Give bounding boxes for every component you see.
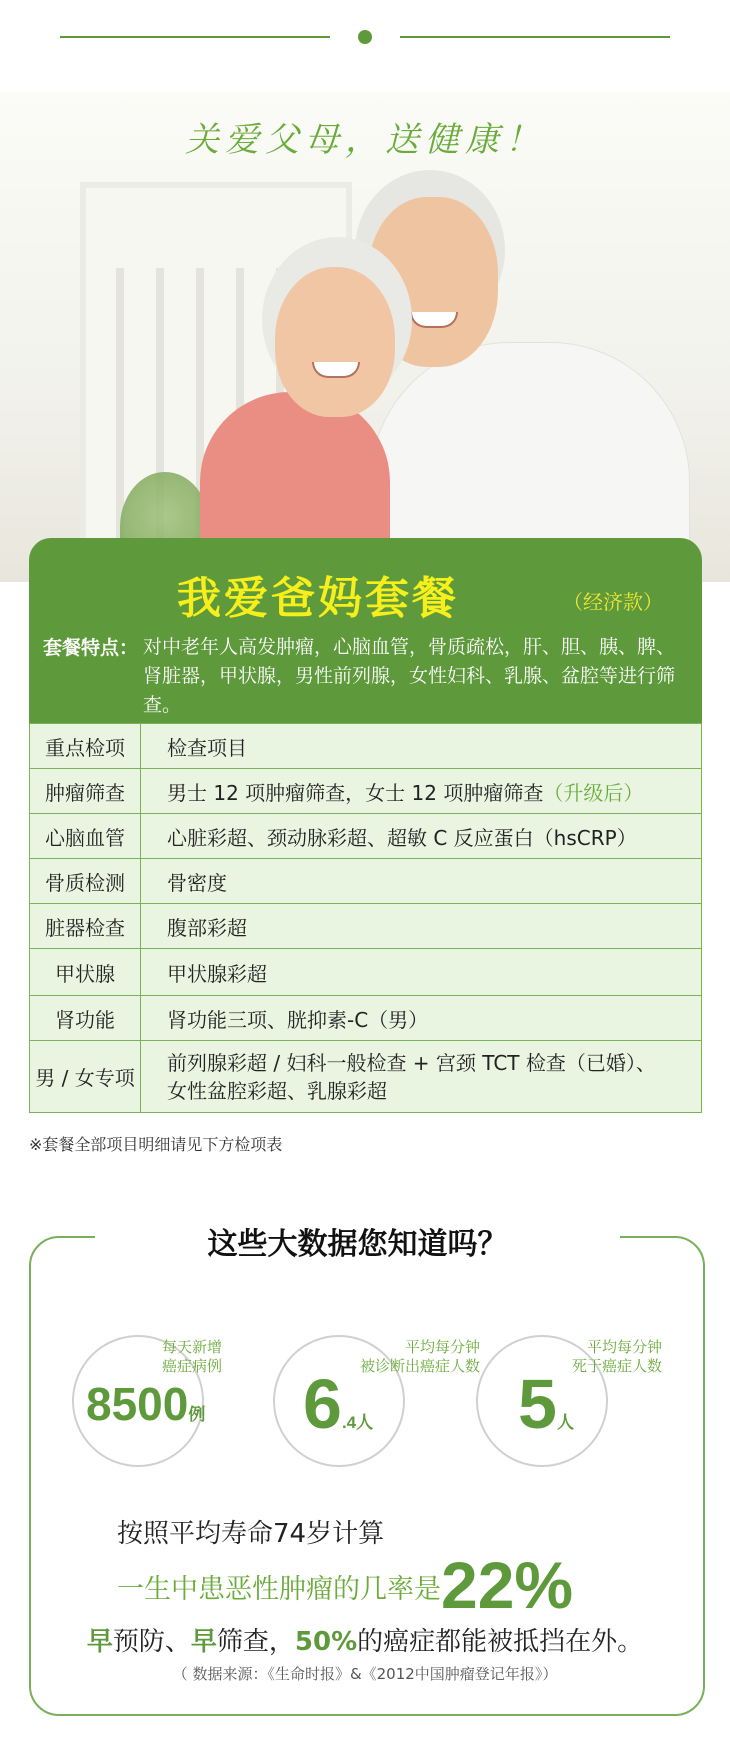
table-row — [30, 904, 702, 949]
row-key: 男 / 女专项 — [30, 1041, 141, 1113]
row-key: 脏器检查 — [30, 904, 141, 949]
slogan-text: 的癌症都能被抵挡在外。 — [357, 1627, 644, 1657]
features-label: 套餐特点： — [43, 637, 139, 659]
package-header — [29, 538, 702, 723]
stat-unit: .4人 — [341, 1413, 374, 1432]
package-note: ※套餐全部项目明细请见下方检项表 — [29, 1135, 283, 1154]
stats-title: 这些大数据您知道吗？ — [207, 1227, 508, 1262]
table-header-key: 重点检项 — [30, 724, 141, 769]
stat-unit: 人 — [556, 1413, 574, 1432]
stat-value: 6 — [303, 1365, 342, 1443]
row-key: 肿瘤筛查 — [30, 769, 141, 814]
row-value: 肾功能三项、胱抑素-C（男） — [141, 996, 702, 1041]
row-key: 甲状腺 — [30, 949, 141, 996]
row-key: 心脑血管 — [30, 814, 141, 859]
table-row — [30, 769, 702, 814]
slogan-text: 筛查， — [216, 1627, 295, 1657]
row-value-line2: 女性盆腔彩超、乳腺彩超 — [167, 1078, 387, 1103]
stat-caption-line: 被诊断出癌症人数 — [359, 1357, 480, 1375]
row-value: 骨密度 — [141, 859, 702, 904]
risk-text: 一生中患恶性肿瘤的几率是 — [117, 1574, 441, 1605]
stat-caption-line: 死于癌症人数 — [571, 1357, 662, 1375]
row-key: 骨质检测 — [30, 859, 141, 904]
items-table — [29, 723, 702, 1113]
stat-caption-line: 平均每分钟 — [586, 1338, 662, 1356]
data-source: （ 数据来源：《生命时报》&《2012中国肿瘤登记年报》） — [172, 1665, 558, 1683]
slogan-text: 预防、 — [112, 1627, 191, 1657]
divider-dot — [358, 30, 372, 44]
row-value: 心脏彩超、颈动脉彩超、超敏 C 反应蛋白（hsCRP） — [141, 814, 702, 859]
stat-caption-1 — [128, 1338, 222, 1376]
stat-number-3 — [518, 1364, 574, 1444]
hero-photo — [0, 92, 730, 582]
table-row — [30, 859, 702, 904]
table-header-value: 检查项目 — [141, 724, 702, 769]
row-value-text: 男士 12 项肿瘤筛查，女士 12 项肿瘤筛查 — [167, 780, 544, 805]
table-row — [30, 1041, 702, 1113]
risk-percentage: 22% — [441, 1548, 574, 1622]
divider-line-right — [400, 36, 670, 38]
row-value: 甲状腺彩超 — [141, 949, 702, 996]
stat-value: 8500 — [86, 1378, 189, 1430]
highlight-text: 早 — [190, 1627, 217, 1657]
highlight-percentage: 50% — [294, 1627, 358, 1657]
row-value — [141, 769, 702, 814]
table-header-row — [30, 724, 702, 769]
divider-line-left — [60, 36, 330, 38]
risk-statement — [117, 1547, 573, 1623]
hero-slogan: 关爱父母，送健康！ — [185, 120, 545, 160]
upgrade-tag: （升级后） — [543, 780, 644, 805]
row-key: 肾功能 — [30, 996, 141, 1041]
top-divider — [60, 30, 670, 44]
stat-caption-line: 每天新增 — [161, 1338, 222, 1356]
table-row — [30, 814, 702, 859]
stat-value: 5 — [518, 1365, 557, 1443]
row-value-line1: 前列腺彩超 / 妇科一般检查 + 宫颈 TCT 检查（已婚）、 — [167, 1050, 656, 1075]
package-subtitle: （经济款） — [563, 590, 663, 614]
highlight-text: 早 — [86, 1627, 113, 1657]
prevention-slogan — [0, 1621, 730, 1658]
stat-number-1 — [86, 1377, 205, 1431]
package-card — [29, 538, 702, 1124]
lifespan-text: 按照平均寿命74岁计算 — [117, 1519, 385, 1549]
row-value — [141, 1041, 702, 1113]
stat-caption-line: 癌症病例 — [161, 1357, 222, 1375]
row-value: 腹部彩超 — [141, 904, 702, 949]
package-title: 我爱爸妈套餐 — [177, 573, 459, 624]
table-row — [30, 996, 702, 1041]
stat-caption-line: 平均每分钟 — [404, 1338, 480, 1356]
stat-unit: 例 — [188, 1405, 206, 1424]
grandma-face — [275, 267, 395, 417]
table-row — [30, 949, 702, 996]
stat-number-2 — [303, 1364, 373, 1444]
features-text: 对中老年人高发肿瘤，心脑血管，骨质疏松，肝、胆、胰、脾、肾脏器，甲状腺，男性前列腺，女性妇科、乳腺、盆腔等进行筛查。 — [143, 636, 676, 716]
